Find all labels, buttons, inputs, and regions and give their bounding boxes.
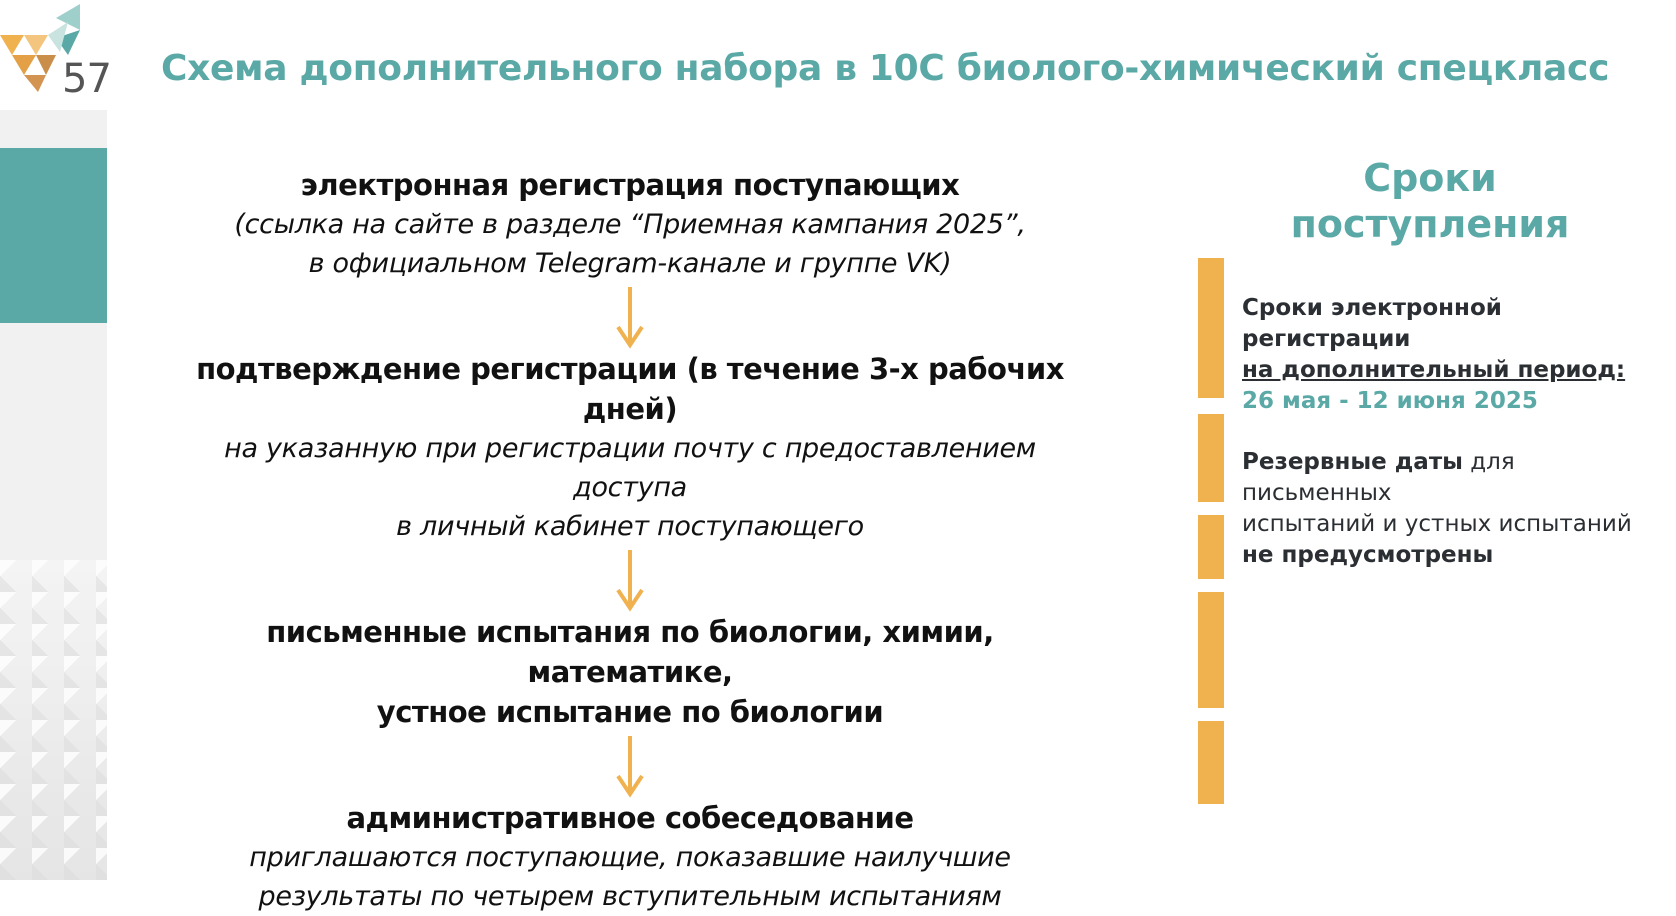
deadlines-heading-line: поступления	[1290, 202, 1570, 246]
reserve-line-3: не предусмотрены	[1242, 542, 1494, 568]
step-confirmation	[180, 349, 1080, 546]
reserve-rest: для письменных	[1242, 449, 1515, 506]
reserve-dates	[1242, 447, 1662, 571]
reserve-bold: Резервные даты	[1242, 449, 1463, 475]
left-teal-block	[0, 148, 107, 323]
step-heading: письменные испытания по биологии, химии, математике,	[266, 615, 994, 689]
registration-label: Сроки электронной регистрации	[1242, 295, 1502, 352]
registration-deadline	[1242, 293, 1662, 417]
page-title: Схема дополнительного набора в 10С биолого-химический спецкласс	[161, 48, 1610, 89]
step-heading: подтверждение регистрации (в течение 3-х рабочих дней)	[196, 352, 1064, 426]
reserve-line-2: испытаний и устных испытаний	[1242, 511, 1632, 537]
timeline-segment	[1198, 258, 1224, 398]
arrow-down-icon	[615, 283, 645, 349]
left-triangle-pattern	[0, 560, 107, 880]
registration-dates: 26 мая - 12 июня 2025	[1242, 388, 1538, 414]
arrow-down-icon	[615, 732, 645, 798]
step-note: приглашаются поступающие, показавшие наилучшие	[249, 842, 1011, 873]
step-interview	[180, 798, 1080, 916]
step-registration	[180, 165, 1080, 283]
school-logo	[0, 0, 110, 105]
step-note: в официальном Telegram-канале и группе VK)	[308, 248, 952, 279]
timeline-segment	[1198, 515, 1224, 579]
timeline-segment	[1198, 721, 1224, 804]
step-heading: устное испытание по биологии	[376, 695, 884, 729]
step-heading: электронная регистрация поступающих	[300, 168, 960, 202]
arrow-down-icon	[615, 546, 645, 612]
step-note: результаты по четырем вступительным испытаниям	[258, 881, 1002, 912]
step-note: (ссылка на сайте в разделе “Приемная кампания 2025”,	[234, 209, 1026, 240]
deadlines-heading-line: Сроки	[1363, 156, 1497, 200]
deadlines-heading	[1280, 155, 1580, 247]
admission-flow	[180, 165, 1080, 916]
step-note: на указанную при регистрации почту с предоставлением доступа	[224, 433, 1036, 503]
step-written-tests	[180, 612, 1080, 732]
step-heading: административное собеседование	[346, 801, 914, 835]
timeline-segment	[1198, 592, 1224, 708]
timeline-segment	[1198, 414, 1224, 502]
step-note: в личный кабинет поступающего	[396, 511, 864, 542]
logo-number: 57	[62, 56, 111, 102]
registration-period-label: на дополнительный период:	[1242, 357, 1626, 383]
reserve-line	[1242, 447, 1662, 509]
